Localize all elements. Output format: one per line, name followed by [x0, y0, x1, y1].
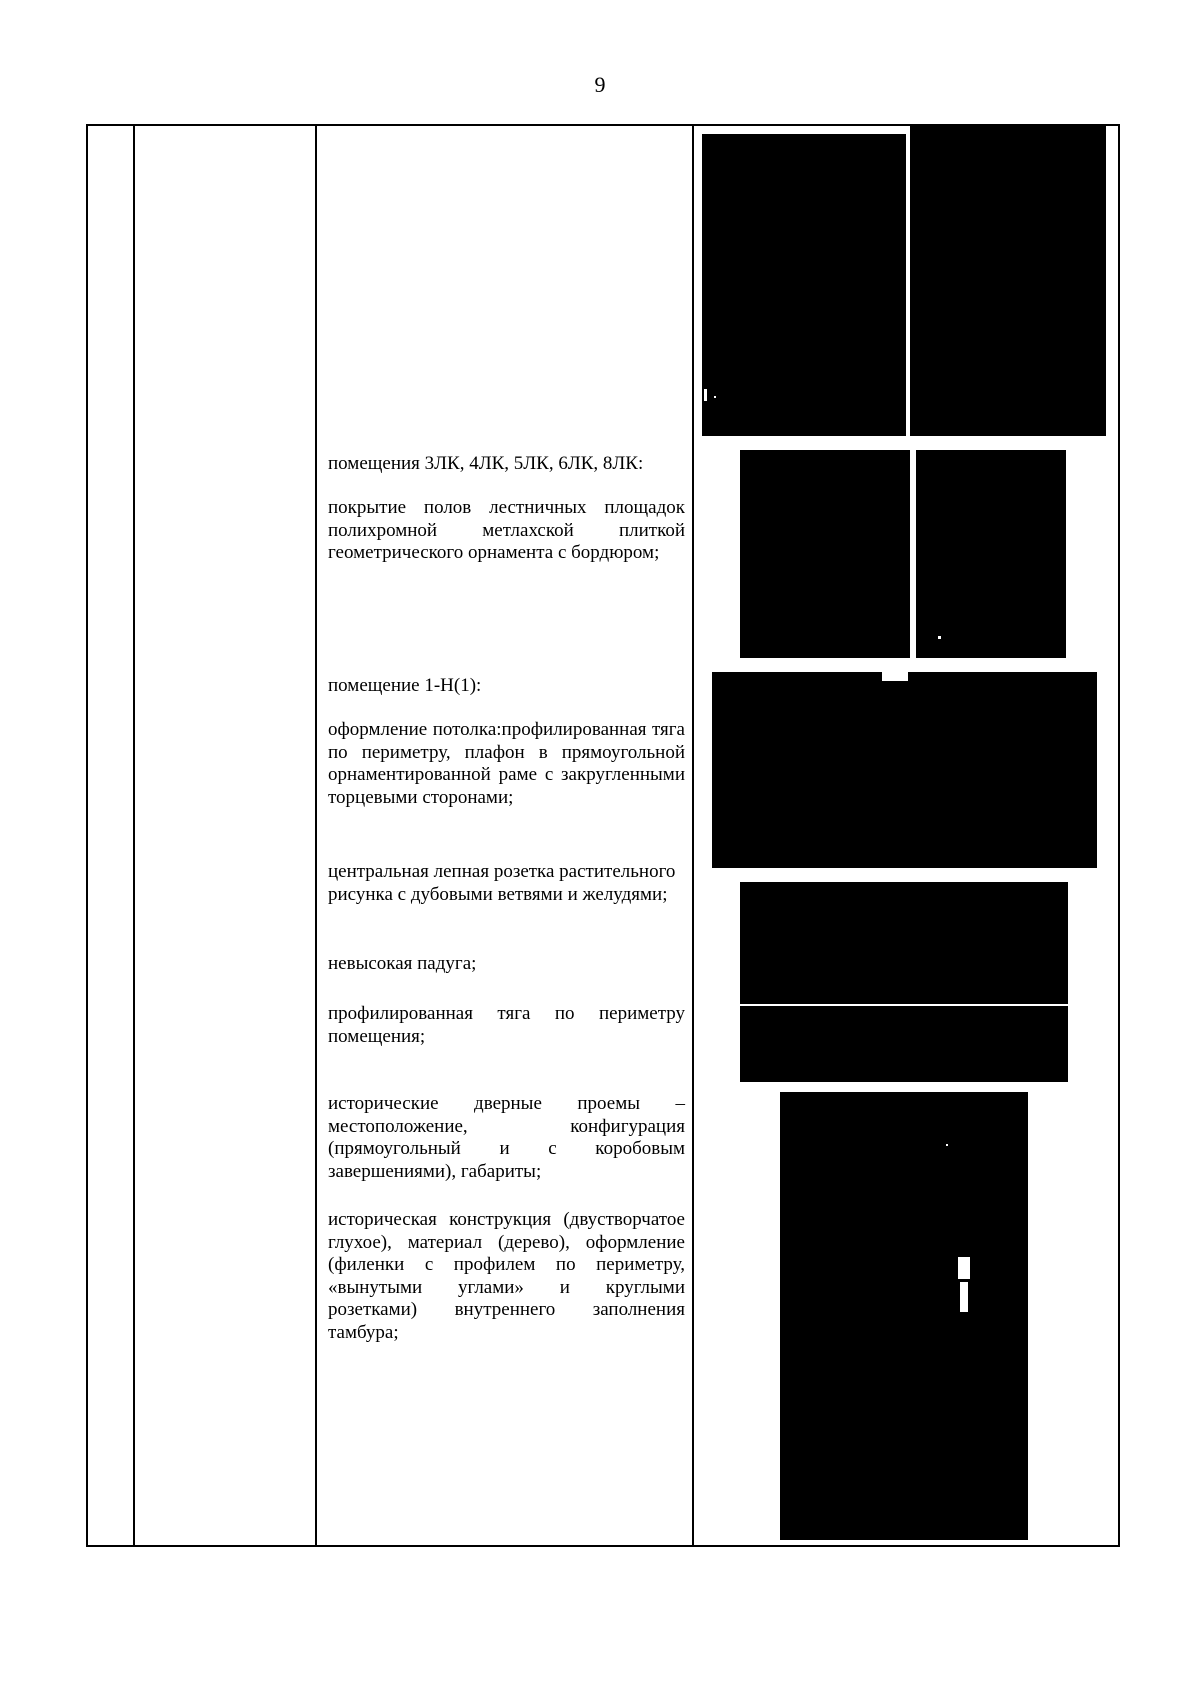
description-floor-tiles: покрытие полов лестничных площадок полихромной метлахской плиткой геометрического орнамента с бордюром; [328, 497, 685, 563]
photo-rosette [740, 882, 1068, 1082]
description-cove: невысокая падуга; [328, 953, 477, 974]
section-heading-room-1n1: помещение 1-Н(1): [328, 675, 482, 696]
description-molding: профилированная тяга по периметру помещения; [328, 1003, 685, 1047]
photo-ceiling [712, 672, 1097, 868]
photo-floor-tiles-left [740, 450, 910, 658]
description-rosette: центральная лепная розетка растительного рисунка с дубовыми ветвями и желудями; [328, 861, 676, 905]
column-divider-3 [692, 124, 694, 1547]
section-heading-staircases: помещения 3ЛК, 4ЛК, 5ЛК, 6ЛК, 8ЛК: [328, 453, 644, 474]
column-divider-2 [315, 124, 317, 1547]
page-number: 9 [594, 72, 606, 97]
description-doorways: исторические дверные проемы – местоположение, конфигурация (прямоугольный и с коробовым завершениями), габариты; [328, 1093, 685, 1182]
photo-door [780, 1092, 1028, 1540]
photo-staircase-left [702, 134, 906, 436]
photo-staircase-right [910, 124, 1106, 436]
description-door-construction: историческая конструкция (двустворчатое глухое), материал (дерево), оформление (филенки с профилем по периметру, «вынутыми углами» и круглыми розетками) внутреннего заполнения тамбура; [328, 1209, 685, 1343]
column-divider-1 [133, 124, 135, 1547]
photo-floor-tiles-right [916, 450, 1066, 658]
description-ceiling: оформление потолка:профилированная тяга по периметру, плафон в прямоугольной орнаментированной раме с закругленными торцевыми сторонами; [328, 719, 685, 808]
